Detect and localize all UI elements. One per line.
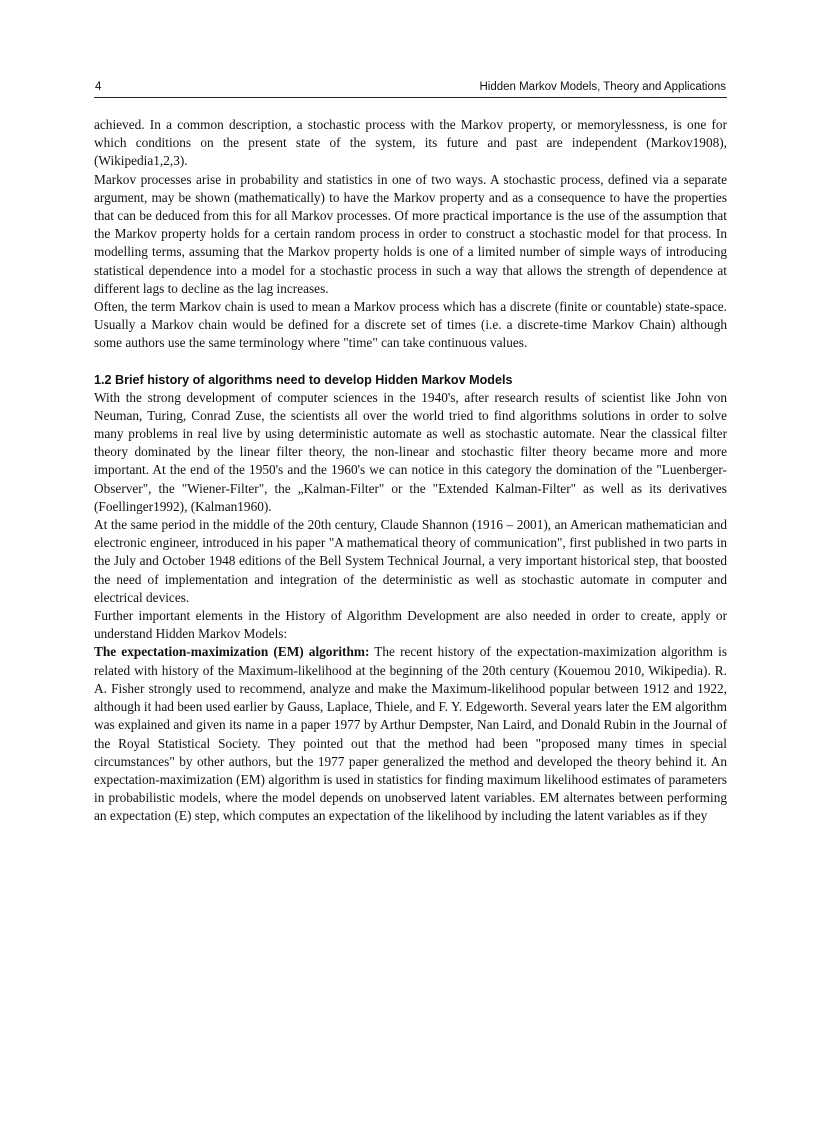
paragraph-claude-shannon: At the same period in the middle of the 20th century, Claude Shannon (1916 – 2001), an American mathematician and electronic engineer, introduced in his paper "A mathematical theory of communication", first published in two parts in the July and October 1948 editions of the Bell System Technical Journal, a very important historical step, that boosted the need of implementation and integration of the deterministic as well as stochastic automate in computer and electrical devices. [94, 517, 727, 605]
running-header-title: Hidden Markov Models, Theory and Applications [479, 81, 726, 93]
paragraph-markov-processes: Markov processes arise in probability and statistics in one of two ways. A stochastic process, defined via a separate argument, may be shown (mathematically) to have the Markov property and as a consequence to have the properties that can be deduced from this for all Markov processes. Of more practical importance is the use of the assumption that the Markov property holds for a certain random process in order to construct a stochastic model for that process. In modelling terms, assuming that the Markov property holds is one of a limited number of simple ways of introducing statistical dependence into a model for a stochastic process in such a way that allows the strength of dependence at different lags to decline as the lag increases. [94, 171, 727, 296]
body-text [94, 116, 727, 826]
running-header [94, 80, 727, 98]
paragraph-computer-sciences-history: With the strong development of computer sciences in the 1940's, after research results of scientist like John von Neuman, Turing, Conrad Zuse, the scientists all over the world tried to find algorithms solutions in order to solve many problems in real live by using deterministic automate as well as stochastic automate. Near the classical filter theory dominated by the linear filter theory, the non-linear and stochastic filter theory became more and more important. At the end of the 1950's and the 1960's we can notice in this category the domination of the "Luenberger-Observer", the "Wiener-Filter", the „Kalman-Filter" or the "Extended Kalman-Filter" as well as its derivatives (Foellinger1992), (Kalman1960). [94, 389, 727, 514]
paragraph-further-elements: Further important elements in the History of Algorithm Development are also needed in order to create, apply or understand Hidden Markov Models: [94, 608, 727, 642]
paragraph-em-algorithm [94, 643, 727, 825]
em-algorithm-lead-term: The expectation-maximization (EM) algorithm: [94, 644, 370, 660]
em-algorithm-text: The recent history of the expectation-maximization algorithm is related with history of the Maximum-likelihood at the beginning of the 20th century (Kouemou 2010, Wikipedia). R. A. Fisher strongly used to recommend, analyze and make the Maximum-likelihood popular between 1912 and 1922, although it had been used earlier by Gauss, Laplace, Thiele, and F. Y. Edgeworth. Several years later the EM algorithm was explained and given its name in a paper 1977 by Arthur Dempster, Nan Laird, and Donald Rubin in the Journal of the Royal Statistical Society. They pointed out that the method had been "proposed many times in special circumstances" by other authors, but the 1977 paper generalized the method and developed the theory behind it. An expectation-maximization (EM) algorithm is used in statistics for finding maximum likelihood estimates of parameters in probabilistic models, where the model depends on unobserved latent variables. EM alternates between performing an expectation (E) step, which computes an expectation of the likelihood by including the latent variables as if they [94, 644, 727, 824]
section-heading: 1.2 Brief history of algorithms need to develop Hidden Markov Models [94, 372, 513, 387]
paragraph-markov-property: achieved. In a common description, a stochastic process with the Markov property, or memorylessness, is one for which conditions on the present state of the system, its future and past are independent (Markov1908),(Wikipedia1,2,3). [94, 117, 727, 169]
paragraph-markov-chain: Often, the term Markov chain is used to mean a Markov process which has a discrete (finite or countable) state-space. Usually a Markov chain would be defined for a discrete set of times (i.e. a discrete-time Markov Chain) although some authors use the same terminology where "time" can take continuous values. [94, 299, 727, 351]
page-number: 4 [95, 81, 102, 93]
